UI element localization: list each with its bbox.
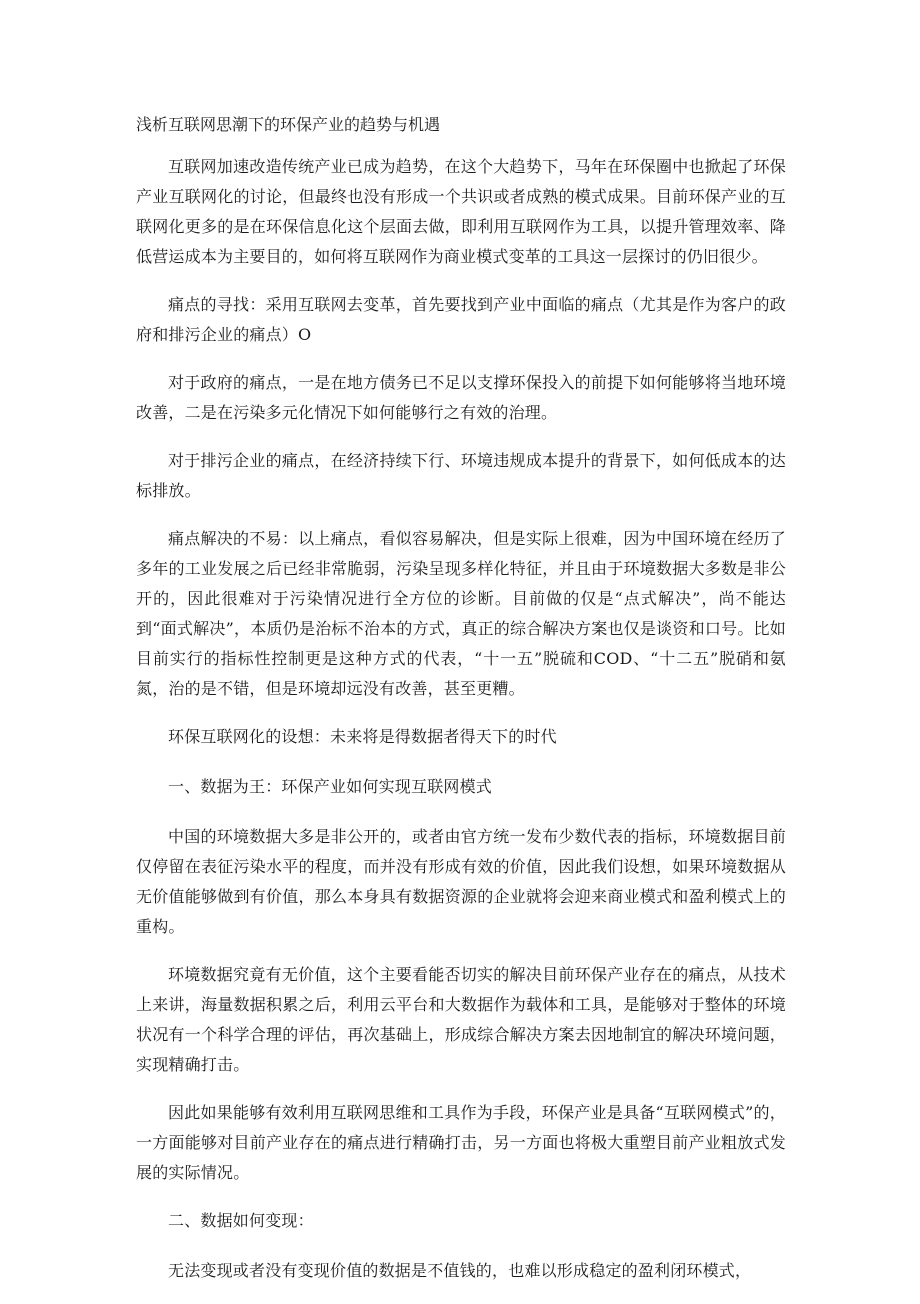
paragraph-environment-data: 中国的环境数据大多是非公开的，或者由官方统一发布少数代表的指标，环境数据目前仅停留在表征污染水平的程度，而并没有形成有效的价值，因此我们设想，如果环境数据从无价值能够做到有价值，那么本身具有数据资源的企业就将会迎来商业模式和盈利模式上的重构。	[136, 827, 786, 936]
paragraph-data-value: 环境数据究竟有无价值，这个主要看能否切实的解决目前环保产业存在的痛点，从技术上来讲，海量数据积累之后，利用云平台和大数据作为载体和工具，是能够对于整体的环境状况有一个科学合理的评估，再次基础上，形成综合解决方案去因地制宜的解决环境问题，实现精确打击。	[136, 965, 786, 1074]
section-heading-vision: 环保互联网化的设想：未来将是得数据者得天下的时代	[168, 727, 557, 746]
section-heading-data-is-king: 一、数据为王：环保产业如何实现互联网模式	[168, 777, 493, 796]
document-body	[136, 152, 786, 1304]
paragraph-internet-model: 因此如果能够有效利用互联网思维和工具作为手段，环保产业是具备“互联网模式”的，一方面能够对目前产业存在的痛点进行精确打击，另一方面也将极大重塑目前产业粗放式发展的实际情况。	[136, 1103, 786, 1182]
paragraph-government-pain-point: 对于政府的痛点，一是在地方债务已不足以支撑环保投入的前提下如何能够将当地环境改善，二是在污染多元化情况下如何能够行之有效的治理。	[136, 373, 786, 422]
section-heading-monetization: 二、数据如何变现：	[168, 1211, 314, 1230]
paragraph-solution-difficulty: 痛点解决的不易：以上痛点，看似容易解决，但是实际上很难，因为中国环境在经历了多年的工业发展之后已经非常脆弱，污染呈现多样化特征，并且由于环境数据大多数是非公开的，因此很难对于污染情况进行全方位的诊断。目前做的仅是“点式解决”，尚不能达到“面式解决”，本质仍是治标不治本的方式，真正的综合解决方案也仅是谈资和口号。比如目前实行的指标性控制更是这种方式的代表，“十一五”脱硫和COD、“十二五”脱硝和氨氮，治的是不错，但是环境却远没有改善，甚至更糟。	[136, 529, 786, 698]
document-title: 浅析互联网思潮下的环保产业的趋势与机遇	[136, 115, 441, 134]
paragraph-monetization: 无法变现或者没有变现价值的数据是不值钱的，也难以形成稳定的盈利闭环模式，	[168, 1261, 752, 1280]
paragraph-enterprise-pain-point: 对于排污企业的痛点，在经济持续下行、环境违规成本提升的背景下，如何低成本的达标排放。	[136, 451, 786, 500]
paragraph-pain-point-search: 痛点的寻找：采用互联网去变革，首先要找到产业中面临的痛点（尤其是作为客户的政府和排污企业的痛点）O	[136, 295, 786, 344]
paragraph-intro: 互联网加速改造传统产业已成为趋势，在这个大趋势下，马年在环保圈中也掀起了环保产业互联网化的讨论，但最终也没有形成一个共识或者成熟的模式成果。目前环保产业的互联网化更多的是在环保信息化这个层面去做，即利用互联网作为工具，以提升管理效率、降低营运成本为主要目的，如何将互联网作为商业模式变革的工具这一层探讨的仍旧很少。	[136, 157, 786, 266]
